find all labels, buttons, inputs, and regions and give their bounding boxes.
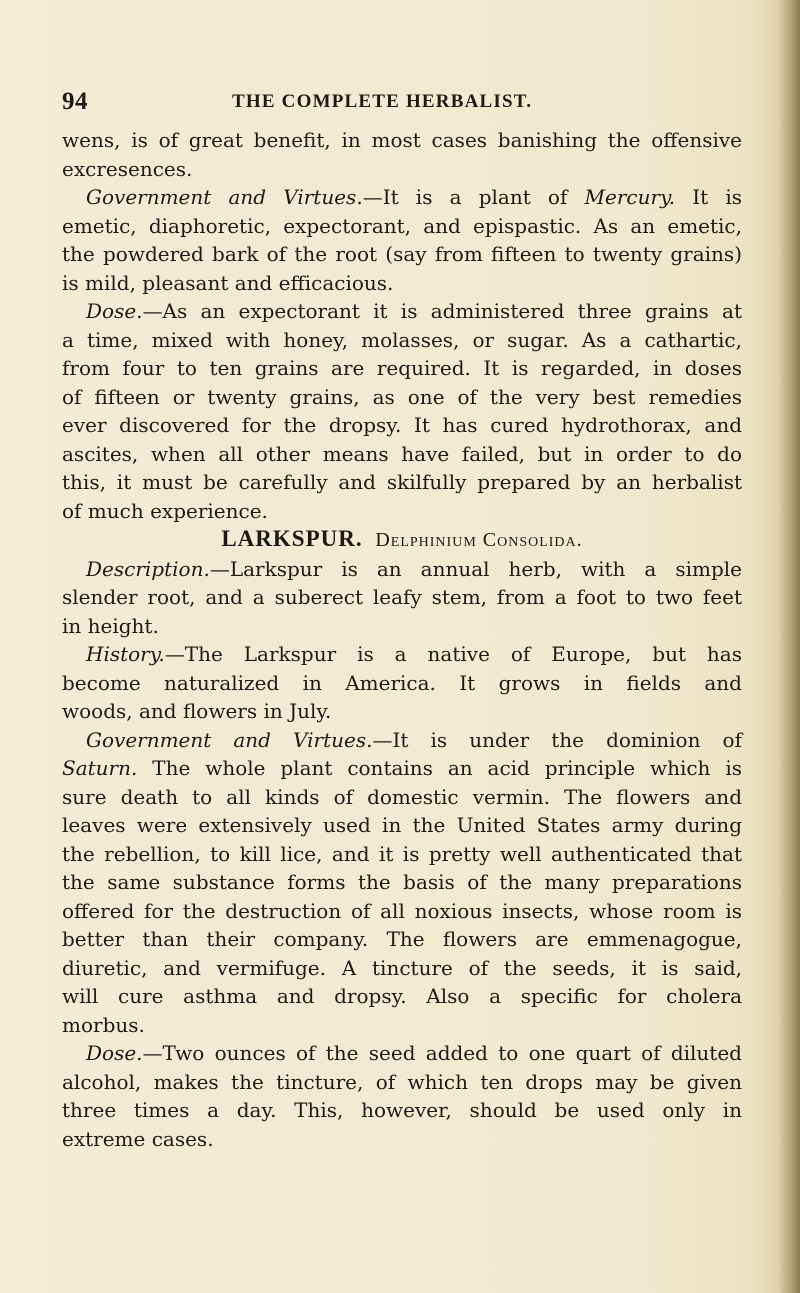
section-label: Government and Virtues. (86, 727, 373, 752)
text-fragment: —It is a plant of (362, 185, 585, 209)
text-line: this, it must be carefully and skilfully prepared by an herbalist (62, 470, 742, 494)
heading-latin-name: Delphinium Consolida. (375, 529, 583, 551)
page-edge-shadow (778, 0, 800, 1293)
history-paragraph-start (62, 640, 742, 669)
section-label: History. (86, 642, 165, 666)
section-label: Government and Virtues. (86, 185, 363, 209)
text-line: wens, is of great benefit, in most cases banishing the offensive (62, 128, 742, 152)
page-header (62, 88, 742, 118)
text-line: sure death to all kinds of domestic vermin. The flowers and (62, 784, 742, 809)
text-line: offered for the destruction of all noxious insects, whose room is (62, 898, 742, 923)
text-line: woods, and flowers in July. (62, 699, 332, 723)
text-line: extreme cases. (62, 1126, 214, 1151)
text-line: slender root, and a suberect leafy stem, from a foot to two feet (62, 585, 742, 609)
text-fragment: —As an expectorant it is administered three grains at (142, 299, 742, 323)
text-line: morbus. (62, 1012, 145, 1037)
text-line: ever discovered for the dropsy. It has cured hydrothorax, and (62, 413, 742, 437)
planet-name: Mercury. (584, 185, 676, 209)
text-line: of much experience. (62, 498, 268, 523)
text-fragment: —It is under the dominion of (372, 727, 742, 752)
text-line: alcohol, makes the tincture, of which ten drops may be given (62, 1069, 742, 1094)
section-label: Description. (86, 556, 210, 581)
text-line: is mild, pleasant and efficacious. (62, 270, 394, 295)
government-virtues-paragraph-start (62, 183, 742, 212)
text-line: the rebellion, to kill lice, and it is pretty well authenticated that (62, 841, 742, 866)
text-line: of fifteen or twenty grains, as one of the very best remedies (62, 384, 742, 409)
section-label: Dose. (86, 1041, 143, 1065)
text-line: diuretic, and vermifuge. A tincture of the seeds, it is said, (62, 955, 742, 980)
page-number: 94 (62, 88, 88, 115)
text-fragment: —The Larkspur is a native of Europe, but has (164, 642, 742, 666)
text-fragment: The whole plant contains an acid principle which is (137, 756, 742, 780)
section-heading (62, 525, 742, 555)
text-line: will cure asthma and dropsy. Also a specific for cholera (62, 984, 742, 1008)
planet-name: Saturn. (62, 756, 138, 780)
text-line: the powdered bark of the root (say from fifteen to twenty grains) (62, 242, 742, 266)
text-line: a time, mixed with honey, molasses, or sugar. As a cathartic, (62, 327, 742, 352)
heading-larkspur: LARKSPUR. (221, 526, 363, 551)
text-fragment: —Two ounces of the seed added to one quart of diluted (142, 1041, 742, 1065)
body-text (62, 126, 742, 1153)
text-line: three times a day. This, however, should be used only in (62, 1098, 742, 1122)
text-line: the same substance forms the basis of the many preparations (62, 870, 742, 894)
section-label: Dose. (86, 299, 143, 323)
text-fragment: It is (675, 185, 743, 209)
dose-paragraph-start (62, 297, 742, 326)
text-line: from four to ten grains are required. It is regarded, in doses (62, 356, 742, 380)
dose-paragraph-start (62, 1039, 742, 1068)
text-fragment: —Larkspur is an annual herb, with a simple (209, 556, 742, 581)
text-line: better than their company. The flowers are emmenagogue, (62, 927, 742, 951)
text-line (62, 754, 742, 783)
text-line: emetic, diaphoretic, expectorant, and epispastic. As an emetic, (62, 213, 742, 238)
text-line: leaves were extensively used in the United States army during (62, 813, 742, 837)
description-paragraph-start (62, 555, 742, 584)
government-virtues-paragraph-start (62, 726, 742, 755)
text-line: ascites, when all other means have failed, but in order to do (62, 441, 742, 466)
running-title: THE COMPLETE HERBALIST. (232, 91, 533, 112)
text-line: in height. (62, 613, 159, 638)
text-line: become naturalized in America. It grows in fields and (62, 670, 742, 695)
text-line: excresences. (62, 156, 193, 181)
